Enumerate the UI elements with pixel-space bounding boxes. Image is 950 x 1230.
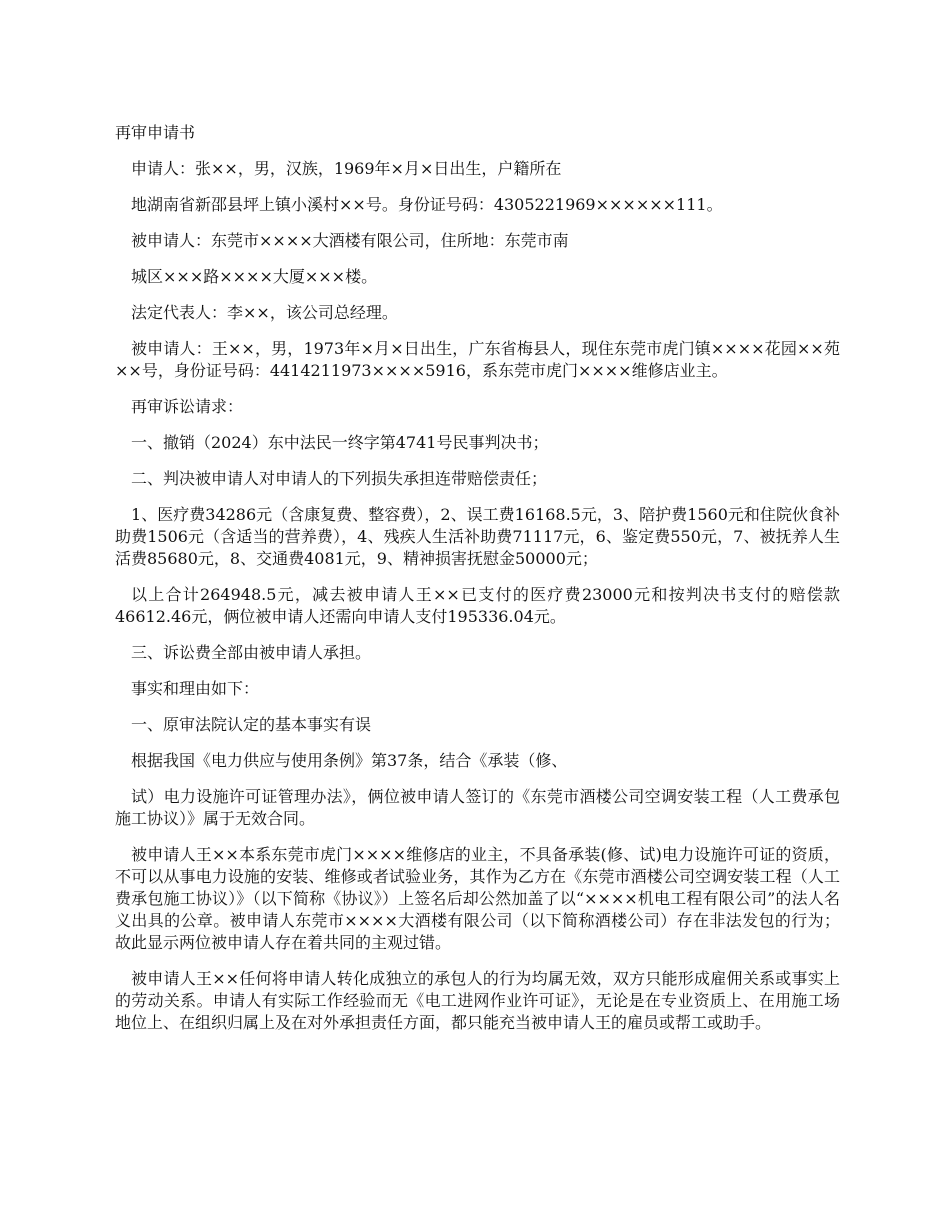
paragraph-loss-items: 1、医疗费34286元（含康复费、整容费），2、误工费16168.5元，3、陪护费1560元和住院伙食补助费1506元（含适当的营养费），4、残疾人生活补助费71117元，6、鉴定费550元，7、被抚养人生活费85680元，8、交通费4081元，9、精神损害抚慰金50000元； xyxy=(115,505,840,568)
paragraph-claim-3: 三、诉讼费全部由被申请人承担。 xyxy=(131,643,372,662)
paragraph-claim-2: 二、判决被申请人对申请人的下列损失承担连带赔偿责任； xyxy=(131,469,548,488)
paragraph-regulation-basis: 根据我国《电力供应与使用条例》第37条，结合《承装（修、 xyxy=(131,751,568,770)
paragraph-applicant-address: 地湖南省新邵县坪上镇小溪村××号。身份证号码：4305221969××××××111。 xyxy=(131,195,723,214)
paragraph-invalid-contract: 试）电力设施许可证管理办法》，俩位被申请人签订的《东莞市酒楼公司空调安装工程（人工费承包施工协议）》属于无效合同。 xyxy=(115,787,840,828)
paragraph-respondent-company-address: 城区×××路××××大厦×××楼。 xyxy=(131,267,378,286)
paragraph-fact-error-heading: 一、原审法院认定的基本事实有误 xyxy=(131,715,372,734)
paragraph-loss-total: 以上合计264948.5元，减去被申请人王××已支付的医疗费23000元和按判决书支付的赔偿款46612.46元，俩位被申请人还需向申请人支付195336.04元。 xyxy=(115,585,840,626)
paragraph-claim-1: 一、撤销（2024）东中法民一终字第4741号民事判决书； xyxy=(131,433,549,452)
paragraph-respondent-individual: 被申请人：王××，男，1973年×月×日出生，广东省梅县人，现住东莞市虎门镇××××花园××苑××号，身份证号码：4414211973××××5916，系东莞市虎门××××维修店业主。 xyxy=(115,339,840,380)
paragraph-employment-relation: 被申请人王××任何将申请人转化成独立的承包人的行为均属无效，双方只能形成雇佣关系或事实上的劳动关系。申请人有实际工作经验而无《电工进网作业许可证》，无论是在专业资质上、在用施工场地位上、在组织归属上及在对外承担责任方面，都只能充当被申请人王的雇员或帮工或助手。 xyxy=(115,969,840,1032)
paragraph-facts-heading: 事实和理由如下： xyxy=(131,679,260,698)
paragraph-legal-representative: 法定代表人：李××，该公司总经理。 xyxy=(131,303,398,322)
document-title: 再审申请书 xyxy=(115,123,196,142)
paragraph-applicant: 申请人：张××，男，汉族，1969年×月×日出生，户籍所在 xyxy=(131,159,562,178)
paragraph-retrial-claims-heading: 再审诉讼请求： xyxy=(131,397,244,416)
document-page xyxy=(115,122,840,1048)
paragraph-respondent-company: 被申请人：东莞市××××大酒楼有限公司，住所地：东莞市南 xyxy=(131,231,569,250)
paragraph-respondent-qualification: 被申请人王××本系东莞市虎门××××维修店的业主，不具备承装(修、试)电力设施许可证的资质，不可以从事电力设施的安装、维修或者试验业务，其作为乙方在《东莞市酒楼公司空调安装工程（人工费承包施工协议）》（以下简称《协议》）上签名后却公然加盖了以“××××机电工程有限公司”的法人名义出具的公章。被申请人东莞市××××大酒楼有限公司（以下简称酒楼公司）存在非法发包的行为；故此显示两位被申请人存在着共同的主观过错。 xyxy=(115,845,840,952)
